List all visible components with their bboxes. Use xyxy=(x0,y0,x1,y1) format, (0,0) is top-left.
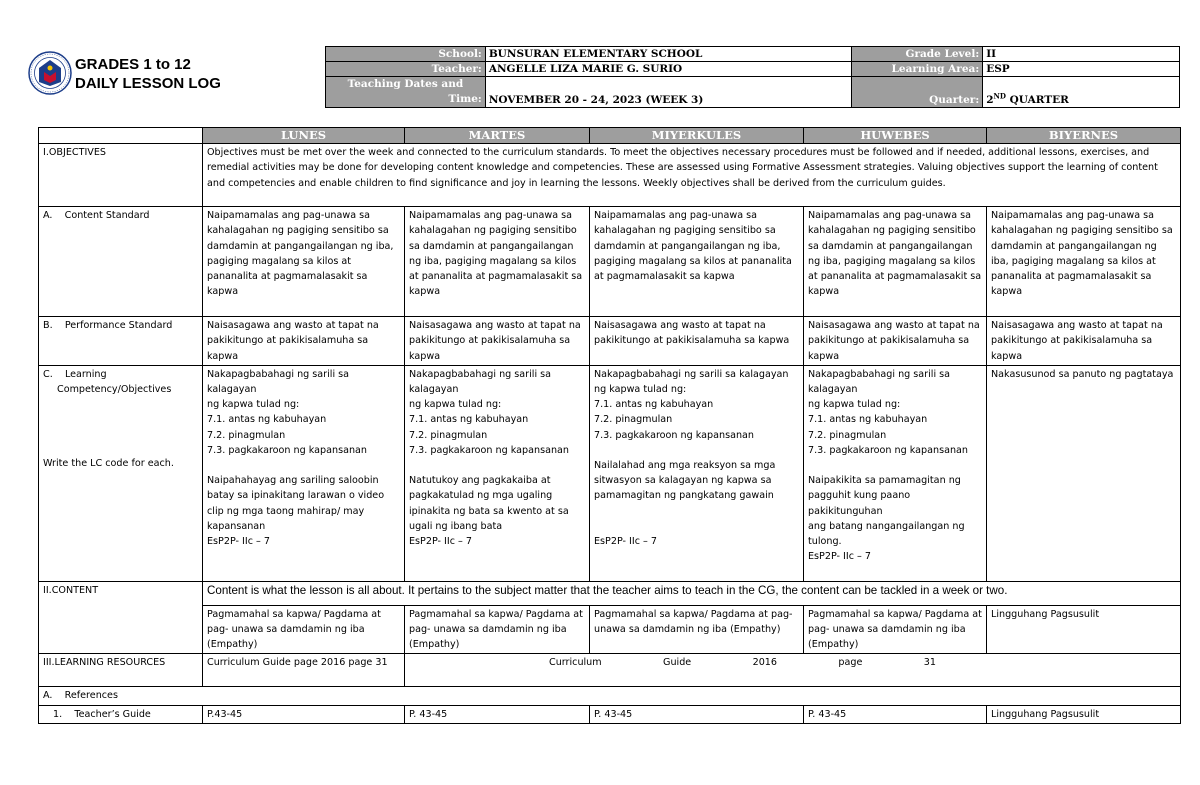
day-header-row xyxy=(39,128,1181,144)
lr-word-3: 2016 xyxy=(752,657,778,669)
learning-resources-row xyxy=(39,654,1181,687)
objectives-label: I.OBJECTIVES xyxy=(39,144,203,207)
teachers-guide-monday: P.43-45 xyxy=(203,705,405,723)
lr-word-5: 31 xyxy=(923,657,936,669)
grade-level-label: Grade Level: xyxy=(852,47,983,62)
day-header-monday: LUNES xyxy=(203,128,405,144)
teachers-guide-friday: Lingguhang Pagsusulit xyxy=(987,705,1181,723)
performance-standard-tuesday: Naisasagawa ang wasto at tapat na pakikitungo at pakikisalamuha sa kapwa xyxy=(405,317,590,366)
quarter-label-text: Quarter: xyxy=(929,94,980,106)
quarter-label xyxy=(852,77,983,108)
school-value: BUNSURAN ELEMENTARY SCHOOL xyxy=(485,47,852,62)
document-title xyxy=(75,55,221,93)
content-standard-label: A. Content Standard xyxy=(39,207,203,317)
quarter-suffix: ND xyxy=(993,91,1006,101)
teacher-label: Teacher: xyxy=(326,62,486,77)
quarter-value xyxy=(983,77,1180,108)
learning-competency-friday: Nakasusunod sa panuto ng pagtataya xyxy=(987,365,1181,581)
dates-value xyxy=(485,77,852,108)
school-label: School: xyxy=(326,47,486,62)
dates-text: NOVEMBER 20 - 24, 2023 (WEEK 3) xyxy=(488,94,704,106)
learning-resources-monday: Curriculum Guide page 2016 page 31 xyxy=(203,654,405,687)
day-header-wednesday: MIYERKULES xyxy=(590,128,804,144)
performance-standard-row xyxy=(39,317,1181,366)
deped-seal-logo xyxy=(28,42,72,104)
objectives-row xyxy=(39,144,1181,207)
content-description-row xyxy=(39,581,1181,605)
teachers-guide-tuesday: P. 43-45 xyxy=(405,705,590,723)
content-standard-friday: Naipamamalas ang pag-unawa sa kahalagahan ng pagiging sensitibo sa damdamin at pangangailangan ng iba, pagiging magalang sa kilos at pananalita at pagmamalasakit sa kapwa xyxy=(987,207,1181,317)
lr-word-1: Curriculum xyxy=(549,657,602,669)
lc-label-line-2: Competency/Objectives xyxy=(57,384,172,396)
learning-competency-row xyxy=(39,365,1181,581)
performance-standard-friday: Naisasagawa ang wasto at tapat na pakikitungo at pakikisalamuha sa kapwa xyxy=(987,317,1181,366)
learning-competency-monday: Nakapagbabahagi ng sarili sa kalagayan ng kapwa tulad ng: 7.1. antas ng kabuhayan 7.2. pinagmulan 7.3. pagkakaroon ng kapansanan Naipahahayag ang sariling saloobin batay sa ipinakitang larawan o video clip ng mga taong mahirap/ may kapansanan EsP2P- IIc – 7 xyxy=(203,365,405,581)
content-standard-monday: Naipamamalas ang pag-unawa sa kahalagahan ng pagiging sensitibo sa damdamin at pangangailangan ng iba, pagiging magalang sa kilos at pananalita at pagmamalasakit sa kapwa xyxy=(203,207,405,317)
teachers-guide-label: 1. Teacher’s Guide xyxy=(39,705,203,723)
teachers-guide-wednesday: P. 43-45 xyxy=(590,705,804,723)
learning-resources-label: III.LEARNING RESOURCES xyxy=(39,654,203,687)
content-friday: Lingguhang Pagsusulit xyxy=(987,605,1181,654)
performance-standard-thursday: Naisasagawa ang wasto at tapat na pakikitungo at pakikisalamuha sa kapwa xyxy=(804,317,987,366)
references-label: A. References xyxy=(39,687,1181,705)
learning-area-label: Learning Area: xyxy=(852,62,983,77)
lc-label-line-1: C. Learning xyxy=(43,368,107,380)
learning-competency-tuesday: Nakapagbabahagi ng sarili sa kalagayan ng kapwa tulad ng: 7.1. antas ng kabuhayan 7.2. pinagmulan 7.3. pagkakaroon ng kapansanan Natutukoy ang pagkakaiba at pagkakatulad ng mga ugaling ipinakita ng bata sa kwento at sa ugali ng ibang bata EsP2P- IIc – 7 xyxy=(405,365,590,581)
content-topics-row xyxy=(39,605,1181,654)
learning-competency-wednesday: Nakapagbabahagi ng sarili sa kalagayan ng kapwa tulad ng: 7.1. antas ng kabuhayan 7.2. pinagmulan 7.3. pagkakaroon ng kapansanan Nailalahad ang mga reaksyon sa mga sitwasyon sa kalagayan ng kapwa sa pamamagitan ng pangkatang gawain EsP2P- IIc – 7 xyxy=(590,365,804,581)
day-header-tuesday: MARTES xyxy=(405,128,590,144)
learning-competency-thursday: Nakapagbabahagi ng sarili sa kalagayan ng kapwa tulad ng: 7.1. antas ng kabuhayan 7.2. pinagmulan 7.3. pagkakaroon ng kapansanan Naipakikita sa pamamagitan ng pagguhit kung paano pakikitunguhan ang batang nangangailangan ng tulong. EsP2P- IIc – 7 xyxy=(804,365,987,581)
title-line-2: DAILY LESSON LOG xyxy=(75,75,221,92)
lc-code-note: Write the LC code for each. xyxy=(43,458,174,470)
content-standard-row xyxy=(39,207,1181,317)
content-description: Content is what the lesson is all about. It pertains to the subject matter that the teacher aims to teach in the CG, the content can be tackled in a week or two. xyxy=(203,581,1181,605)
learning-competency-label xyxy=(39,365,203,581)
content-label: II.CONTENT xyxy=(39,581,203,654)
lr-word-4: page xyxy=(838,657,863,669)
learning-resources-rest xyxy=(405,654,1181,687)
day-header-thursday: HUWEBES xyxy=(804,128,987,144)
dates-label-line-2: Time: xyxy=(448,93,482,105)
learning-area-value: ESP xyxy=(983,62,1180,77)
performance-standard-monday: Naisasagawa ang wasto at tapat na pakikitungo at pakikisalamuha sa kapwa xyxy=(203,317,405,366)
quarter-number: 2 xyxy=(986,94,994,106)
title-line-1: GRADES 1 to 12 xyxy=(75,56,191,73)
objectives-text: Objectives must be met over the week and connected to the curriculum standards. To meet the objectives necessary procedures must be followed and if needed, additional lessons, exercises, and remedial activities may be done for developing content knowledge and competencies. These are assessed using Formative Assessment strategies. Valuing objectives support the learning of content and competencies and enable children to find significance and joy in learning the lessons. Weekly objectives shall be derived from the curriculum guides. xyxy=(203,144,1181,207)
teachers-guide-row xyxy=(39,705,1181,723)
content-standard-wednesday: Naipamamalas ang pag-unawa sa kahalagahan ng pagiging sensitibo sa damdamin at pangangailangan ng iba, pagiging magalang sa kilos at pananalita at pagmamalasakit sa kapwa xyxy=(590,207,804,317)
lr-word-2: Guide xyxy=(663,657,692,669)
dates-label-line-1: Teaching Dates and xyxy=(347,78,464,90)
teachers-guide-thursday: P. 43-45 xyxy=(804,705,987,723)
content-standard-tuesday: Naipamamalas ang pag-unawa sa kahalagahan ng pagiging sensitibo sa damdamin at pangangailangan ng iba, pagiging magalang sa kilos at pananalita at pagmamalasakit sa kapwa xyxy=(405,207,590,317)
teacher-value: ANGELLE LIZA MARIE G. SURIO xyxy=(485,62,852,77)
day-header-friday: BIYERNES xyxy=(987,128,1181,144)
performance-standard-label: B. Performance Standard xyxy=(39,317,203,366)
corner-cell xyxy=(39,128,203,144)
dates-label xyxy=(326,77,486,108)
performance-standard-wednesday: Naisasagawa ang wasto at tapat na pakikitungo at pakikisalamuha sa kapwa xyxy=(590,317,804,366)
header-info-table xyxy=(325,46,1180,108)
content-monday: Pagmamahal sa kapwa/ Pagdama at pag- unawa sa damdamin ng iba (Empathy) xyxy=(203,605,405,654)
quarter-word: QUARTER xyxy=(1009,94,1069,106)
content-standard-thursday: Naipamamalas ang pag-unawa sa kahalagahan ng pagiging sensitibo sa damdamin at pangangailangan ng iba, pagiging magalang sa kilos at pananalita at pagmamalasakit sa kapwa xyxy=(804,207,987,317)
content-thursday: Pagmamahal sa kapwa/ Pagdama at pag- unawa sa damdamin ng iba (Empathy) xyxy=(804,605,987,654)
references-row xyxy=(39,687,1181,705)
grade-level-value: II xyxy=(983,47,1180,62)
content-tuesday: Pagmamahal sa kapwa/ Pagdama at pag- unawa sa damdamin ng iba (Empathy) xyxy=(405,605,590,654)
content-wednesday: Pagmamahal sa kapwa/ Pagdama at pag- unawa sa damdamin ng iba (Empathy) xyxy=(590,605,804,654)
lesson-log-table xyxy=(38,127,1181,724)
